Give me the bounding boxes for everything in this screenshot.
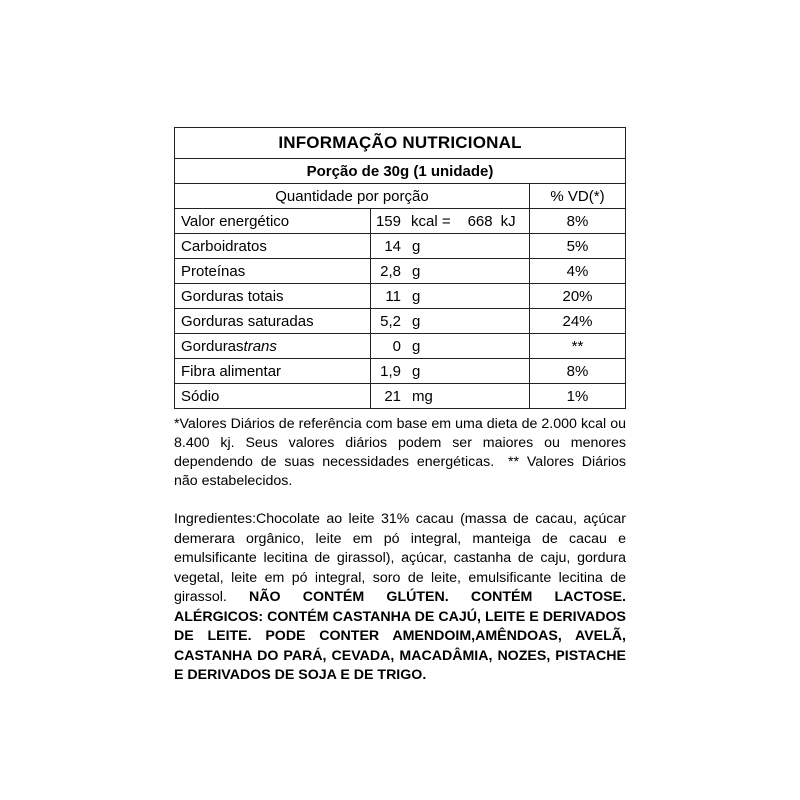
nutrient-name: Carboidratos — [181, 237, 267, 255]
table-header-row — [175, 183, 625, 208]
nutrient-unit: g — [412, 337, 421, 355]
nutrient-label: Valor energético — [175, 209, 371, 233]
nutrient-amount — [371, 259, 530, 283]
nutrient-unit: g — [412, 262, 421, 280]
nutrient-value: 14 — [384, 237, 401, 255]
ingredients — [174, 510, 626, 686]
nutrient-value: 2,8 — [380, 262, 401, 280]
nutrient-name: Proteínas — [181, 262, 246, 280]
table-row-energy — [175, 208, 625, 233]
table-row — [175, 283, 625, 308]
nutrient-value: 0 — [392, 337, 401, 355]
footnote — [174, 415, 626, 491]
nutrient-name: Gorduras — [181, 337, 244, 355]
nutrition-label — [174, 127, 626, 686]
nutrient-unit: mg — [412, 387, 433, 405]
nutrient-name-suffix: trans — [243, 337, 277, 355]
header-quantity: Quantidade por porção — [175, 184, 530, 208]
nutrient-vd: ** — [571, 337, 584, 355]
nutrient-value: 21 — [384, 387, 401, 405]
nutrient-label — [175, 284, 371, 308]
nutrient-rows — [175, 233, 625, 408]
kcal-value: 159 — [375, 212, 401, 230]
table-row — [175, 383, 625, 408]
footnote-not-established: ** Valores Diários não estabelecidos. — [174, 454, 626, 489]
nutrient-name: Gorduras totais — [181, 287, 284, 305]
nutrient-name: Gorduras saturadas — [181, 312, 314, 330]
nutrient-amount — [371, 234, 530, 258]
nutrient-label — [175, 309, 371, 333]
nutrient-label — [175, 384, 371, 408]
nutrient-vd: 20% — [562, 287, 593, 305]
table-row — [175, 258, 625, 283]
nutrient-unit: g — [412, 312, 421, 330]
footnote-reference: *Valores Diários de referência com base em uma dieta de 2.000 kcal ou 8.400 kj. Seus valores diários podem ser maiores ou menores dependendo de suas necessidades energéticas. — [174, 416, 626, 470]
nutrient-amount — [371, 359, 530, 383]
table-row — [175, 333, 625, 358]
nutrient-vd: 8% — [566, 212, 589, 230]
nutrient-vd: 24% — [562, 312, 593, 330]
kcal-unit: kcal = — [411, 212, 451, 230]
kj-unit: kJ — [500, 212, 516, 230]
nutrition-table — [174, 127, 626, 409]
table-row — [175, 308, 625, 333]
table-title: INFORMAÇÃO NUTRICIONAL — [278, 133, 522, 152]
allergen-warning: NÃO CONTÉM GLÚTEN. CONTÉM LACTOSE. ALÉRGICOS: CONTÉM CASTANHA DE CAJÚ, LEITE E DERIVADOS DE LEITE. PODE CONTER AMENDOIM,AMÊNDOAS, AVELÃ, CASTANHA DO PARÁ, CEVADA, MACADÂMIA, NOZES, PISTACHE E DERIVADOS DE SOJA E DE TRIGO. — [174, 589, 626, 683]
nutrient-name: Sódio — [181, 387, 220, 405]
ingredients-list: Ingredientes:Chocolate ao leite 31% cacau (massa de cacau, açúcar demerara orgânico, leite em pó integral, manteiga de cacau e emulsificante lecitina de girassol), açúcar, castanha de caju, gordura vegetal, leite em pó integral, soro de leite, emulsificante lecitina de girassol. — [174, 511, 626, 605]
nutrient-amount — [371, 334, 530, 358]
nutrient-value: 5,2 — [380, 312, 401, 330]
nutrient-unit: g — [412, 237, 421, 255]
table-row — [175, 358, 625, 383]
nutrient-label — [175, 334, 371, 358]
nutrient-label — [175, 234, 371, 258]
nutrient-label — [175, 359, 371, 383]
nutrient-amount — [371, 284, 530, 308]
nutrient-unit: g — [412, 287, 421, 305]
header-vd: % VD(*) — [550, 187, 605, 205]
nutrient-value: 1,9 — [380, 362, 401, 380]
nutrient-vd: 1% — [566, 387, 589, 405]
nutrient-vd: 8% — [566, 362, 589, 380]
nutrient-amount — [371, 384, 530, 408]
nutrient-unit: g — [412, 362, 421, 380]
table-row — [175, 233, 625, 258]
nutrient-name: Fibra alimentar — [181, 362, 282, 380]
nutrient-amount — [371, 309, 530, 333]
kj-value: 668 — [467, 212, 493, 230]
nutrient-amount — [371, 209, 530, 233]
nutrient-value: 11 — [385, 287, 401, 305]
nutrient-vd: 5% — [566, 237, 589, 255]
portion-size: Porção de 30g (1 unidade) — [175, 158, 625, 183]
nutrient-label — [175, 259, 371, 283]
nutrient-vd: 4% — [566, 262, 589, 280]
